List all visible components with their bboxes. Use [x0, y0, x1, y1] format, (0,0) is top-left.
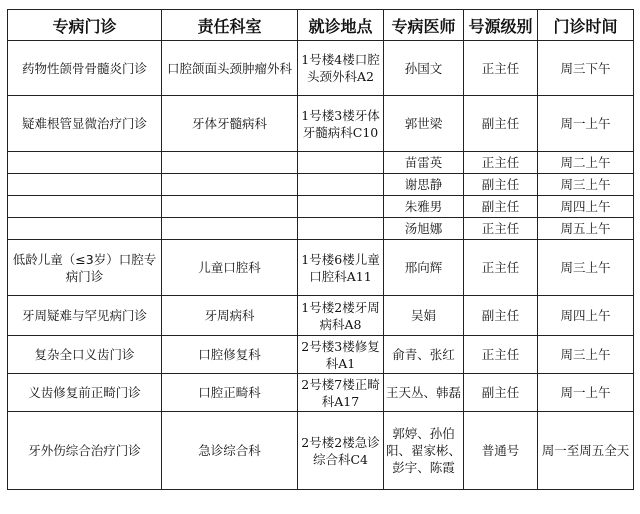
- table-row: [8, 336, 634, 374]
- table-row: [8, 412, 634, 490]
- cell-time: 周五上午: [538, 218, 634, 240]
- cell-location: 2号楼7楼正畸科A17: [298, 374, 384, 412]
- cell-clinic: 低龄儿童（≤3岁）口腔专病门诊: [8, 240, 162, 296]
- cell-time: 周三上午: [538, 174, 634, 196]
- cell-level: 普通号: [464, 412, 538, 490]
- cell-location: [298, 218, 384, 240]
- table-row: [8, 196, 634, 218]
- cell-dept: 口腔修复科: [162, 336, 298, 374]
- cell-dept: [162, 174, 298, 196]
- cell-doctor: 吴娟: [384, 296, 464, 336]
- header-doctor: 专病医师: [384, 10, 464, 41]
- cell-dept: 口腔颌面头颈肿瘤外科: [162, 41, 298, 96]
- cell-clinic: [8, 218, 162, 240]
- cell-time: 周一至周五全天: [538, 412, 634, 490]
- cell-doctor: 汤旭娜: [384, 218, 464, 240]
- cell-doctor: 朱雅男: [384, 196, 464, 218]
- cell-clinic: [8, 174, 162, 196]
- cell-level: 正主任: [464, 152, 538, 174]
- table-row: [8, 41, 634, 96]
- cell-location: [298, 152, 384, 174]
- cell-doctor: 郭世梁: [384, 96, 464, 152]
- table-row: [8, 174, 634, 196]
- cell-clinic: 复杂全口义齿门诊: [8, 336, 162, 374]
- cell-dept: 儿童口腔科: [162, 240, 298, 296]
- cell-doctor: 王天丛、韩磊: [384, 374, 464, 412]
- cell-clinic: 牙周疑难与罕见病门诊: [8, 296, 162, 336]
- table-row: [8, 296, 634, 336]
- cell-clinic: [8, 196, 162, 218]
- cell-level: 副主任: [464, 174, 538, 196]
- table-row: [8, 96, 634, 152]
- cell-doctor: 郭婷、孙伯阳、翟家彬、彭宇、陈霞: [384, 412, 464, 490]
- table-row: [8, 152, 634, 174]
- cell-time: 周二上午: [538, 152, 634, 174]
- cell-level: 副主任: [464, 196, 538, 218]
- cell-dept: [162, 218, 298, 240]
- cell-level: 正主任: [464, 218, 538, 240]
- cell-time: 周三下午: [538, 41, 634, 96]
- cell-location: [298, 196, 384, 218]
- cell-clinic: 义齿修复前正畸门诊: [8, 374, 162, 412]
- cell-level: 副主任: [464, 96, 538, 152]
- cell-dept: [162, 152, 298, 174]
- cell-location: 1号楼3楼牙体牙髓病科C10: [298, 96, 384, 152]
- cell-time: 周三上午: [538, 336, 634, 374]
- header-dept: 责任科室: [162, 10, 298, 41]
- cell-location: 1号楼6楼儿童口腔科A11: [298, 240, 384, 296]
- cell-location: 2号楼2楼急诊综合科C4: [298, 412, 384, 490]
- cell-clinic: 牙外伤综合治疗门诊: [8, 412, 162, 490]
- cell-doctor: 孙国文: [384, 41, 464, 96]
- table-row: [8, 374, 634, 412]
- cell-doctor: 苗雷英: [384, 152, 464, 174]
- cell-location: 1号楼2楼牙周病科A8: [298, 296, 384, 336]
- cell-level: 正主任: [464, 41, 538, 96]
- cell-clinic: [8, 152, 162, 174]
- cell-dept: 牙体牙髓病科: [162, 96, 298, 152]
- cell-location: 2号楼3楼修复科A1: [298, 336, 384, 374]
- cell-clinic: 疑难根管显微治疗门诊: [8, 96, 162, 152]
- header-clinic: 专病门诊: [8, 10, 162, 41]
- cell-location: 1号楼4楼口腔头颈外科A2: [298, 41, 384, 96]
- cell-doctor: 俞青、张红: [384, 336, 464, 374]
- cell-time: 周一上午: [538, 96, 634, 152]
- cell-level: 副主任: [464, 296, 538, 336]
- table-row: [8, 240, 634, 296]
- cell-dept: 急诊综合科: [162, 412, 298, 490]
- cell-doctor: 谢思静: [384, 174, 464, 196]
- cell-time: 周四上午: [538, 296, 634, 336]
- header-location: 就诊地点: [298, 10, 384, 41]
- cell-level: 正主任: [464, 336, 538, 374]
- cell-level: 副主任: [464, 374, 538, 412]
- cell-dept: 口腔正畸科: [162, 374, 298, 412]
- cell-time: 周一上午: [538, 374, 634, 412]
- header-level: 号源级别: [464, 10, 538, 41]
- clinic-schedule-table: [7, 9, 634, 490]
- header-row: [8, 10, 634, 41]
- cell-doctor: 邢向辉: [384, 240, 464, 296]
- cell-location: [298, 174, 384, 196]
- cell-dept: 牙周病科: [162, 296, 298, 336]
- table-row: [8, 218, 634, 240]
- cell-time: 周四上午: [538, 196, 634, 218]
- cell-time: 周三上午: [538, 240, 634, 296]
- cell-clinic: 药物性颌骨骨髓炎门诊: [8, 41, 162, 96]
- cell-level: 正主任: [464, 240, 538, 296]
- cell-dept: [162, 196, 298, 218]
- header-time: 门诊时间: [538, 10, 634, 41]
